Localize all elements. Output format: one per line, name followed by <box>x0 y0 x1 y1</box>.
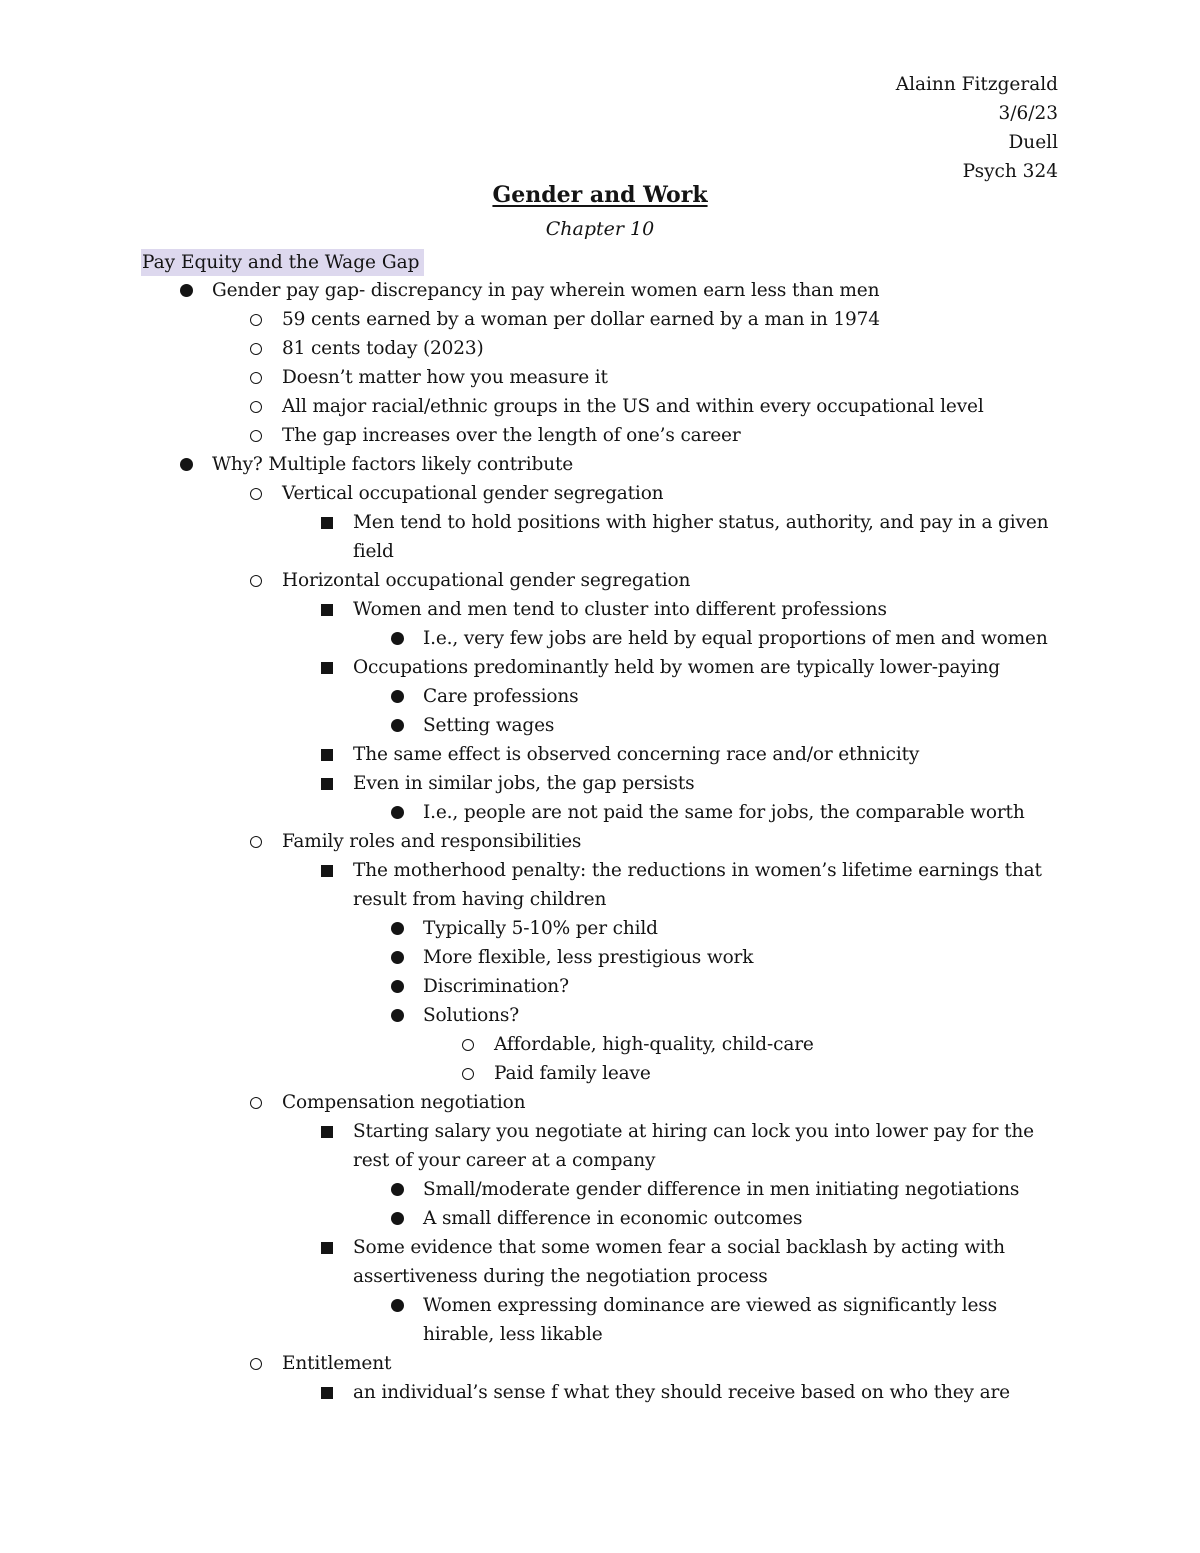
outline-item-level-2 <box>0 363 1200 392</box>
outline-item-level-3 <box>0 856 1200 914</box>
outline-item-level-2 <box>0 827 1200 856</box>
outline-item-text: 81 cents today (2023) <box>282 338 484 359</box>
outline-item-text: Care professions <box>423 686 579 707</box>
hollow-bullet-icon <box>460 1059 476 1089</box>
outline-item-text: Some evidence that some women fear a social backlash by acting with assertiveness during the negotiation process <box>353 1237 1005 1287</box>
outline-item-level-3 <box>0 595 1200 624</box>
outline-item-text: Paid family leave <box>494 1063 651 1084</box>
outline-item-level-2 <box>0 1349 1200 1378</box>
square-bullet-icon <box>319 1378 335 1408</box>
outline-item-text: Family roles and responsibilities <box>282 831 582 852</box>
square-bullet-icon <box>319 856 335 886</box>
outline-item-level-4 <box>0 624 1200 653</box>
outline-item-text: Even in similar jobs, the gap persists <box>353 773 695 794</box>
square-bullet-icon <box>319 1117 335 1147</box>
square-bullet-icon <box>319 769 335 799</box>
hollow-bullet-icon <box>248 421 264 451</box>
outline-item-level-2 <box>0 566 1200 595</box>
outline-item-level-5 <box>0 1059 1200 1088</box>
outline-item-text: The gap increases over the length of one’s career <box>282 425 741 446</box>
filled-bullet-icon <box>389 711 405 741</box>
instructor-name: Duell <box>1008 132 1058 153</box>
section-heading: Pay Equity and the Wage Gap <box>141 249 424 276</box>
filled-bullet-icon <box>389 624 405 654</box>
outline-item-text: I.e., people are not paid the same for jobs, the comparable worth <box>423 802 1025 823</box>
outline-item-level-4 <box>0 943 1200 972</box>
hollow-bullet-icon <box>248 305 264 335</box>
outline-item-text: Doesn’t matter how you measure it <box>282 367 608 388</box>
outline-item-level-3 <box>0 1378 1200 1407</box>
outline-item-level-5 <box>0 1030 1200 1059</box>
outline-item-text: Horizontal occupational gender segregation <box>282 570 691 591</box>
outline-item-text: Women expressing dominance are viewed as significantly less hirable, less likable <box>423 1295 997 1345</box>
outline-item-text: I.e., very few jobs are held by equal proportions of men and women <box>423 628 1048 649</box>
square-bullet-icon <box>319 595 335 625</box>
course-name: Psych 324 <box>962 161 1058 182</box>
outline-item-text: More flexible, less prestigious work <box>423 947 754 968</box>
filled-bullet-icon <box>178 450 194 480</box>
outline-item-level-3 <box>0 1117 1200 1175</box>
document-date: 3/6/23 <box>998 103 1058 124</box>
filled-bullet-icon <box>389 1175 405 1205</box>
outline-item-level-4 <box>0 798 1200 827</box>
outline-item-level-3 <box>0 1233 1200 1291</box>
author-name: Alainn Fitzgerald <box>895 74 1058 95</box>
square-bullet-icon <box>319 508 335 538</box>
square-bullet-icon <box>319 1233 335 1263</box>
outline-item-level-4 <box>0 1291 1200 1349</box>
outline-item-text: Solutions? <box>423 1005 519 1026</box>
filled-bullet-icon <box>389 1204 405 1234</box>
filled-bullet-icon <box>389 1291 405 1321</box>
outline-item-text: All major racial/ethnic groups in the US and within every occupational level <box>282 396 984 417</box>
outline-item-level-3 <box>0 769 1200 798</box>
filled-bullet-icon <box>389 1001 405 1031</box>
square-bullet-icon <box>319 653 335 683</box>
outline-item-text: Gender pay gap- discrepancy in pay wherein women earn less than men <box>212 280 880 301</box>
outline-item-text: Affordable, high-quality, child-care <box>494 1034 814 1055</box>
hollow-bullet-icon <box>248 566 264 596</box>
outline-item-level-4 <box>0 1175 1200 1204</box>
filled-bullet-icon <box>178 276 194 306</box>
outline-item-level-4 <box>0 914 1200 943</box>
filled-bullet-icon <box>389 972 405 1002</box>
document-title: Gender and Work <box>492 182 708 208</box>
outline-item-text: Men tend to hold positions with higher status, authority, and pay in a given field <box>353 512 1049 562</box>
hollow-bullet-icon <box>248 334 264 364</box>
filled-bullet-icon <box>389 914 405 944</box>
hollow-bullet-icon <box>248 363 264 393</box>
square-bullet-icon <box>319 740 335 770</box>
document-subtitle: Chapter 10 <box>545 218 655 240</box>
filled-bullet-icon <box>389 798 405 828</box>
outline-item-level-2 <box>0 334 1200 363</box>
outline-item-text: Small/moderate gender difference in men initiating negotiations <box>423 1179 1020 1200</box>
outline-item-level-1 <box>0 450 1200 479</box>
outline-item-level-4 <box>0 682 1200 711</box>
outline-item-level-3 <box>0 508 1200 566</box>
filled-bullet-icon <box>389 943 405 973</box>
outline-item-level-1 <box>0 276 1200 305</box>
outline-item-text: Setting wages <box>423 715 555 736</box>
outline-item-text: Typically 5-10% per child <box>423 918 658 939</box>
outline-item-level-3 <box>0 653 1200 682</box>
outline-item-level-4 <box>0 1204 1200 1233</box>
outline-item-text: Vertical occupational gender segregation <box>282 483 664 504</box>
hollow-bullet-icon <box>248 1088 264 1118</box>
outline-item-text: Why? Multiple factors likely contribute <box>212 454 574 475</box>
outline-item-level-2 <box>0 305 1200 334</box>
filled-bullet-icon <box>389 682 405 712</box>
outline-item-text: Women and men tend to cluster into different professions <box>353 599 887 620</box>
hollow-bullet-icon <box>248 392 264 422</box>
outline-item-level-2 <box>0 392 1200 421</box>
outline-item-level-2 <box>0 421 1200 450</box>
outline-item-level-4 <box>0 1001 1200 1030</box>
notes-outline <box>0 276 1200 1407</box>
outline-item-text: The same effect is observed concerning race and/or ethnicity <box>353 744 920 765</box>
hollow-bullet-icon <box>248 479 264 509</box>
outline-item-level-4 <box>0 972 1200 1001</box>
outline-item-text: Discrimination? <box>423 976 569 997</box>
outline-item-text: Compensation negotiation <box>282 1092 526 1113</box>
outline-item-text: an individual’s sense f what they should receive based on who they are <box>353 1382 1010 1403</box>
outline-item-text: Entitlement <box>282 1353 392 1374</box>
outline-item-text: The motherhood penalty: the reductions in women’s lifetime earnings that result from having children <box>353 860 1042 910</box>
hollow-bullet-icon <box>248 1349 264 1379</box>
hollow-bullet-icon <box>460 1030 476 1060</box>
hollow-bullet-icon <box>248 827 264 857</box>
outline-item-level-3 <box>0 740 1200 769</box>
outline-item-level-4 <box>0 711 1200 740</box>
outline-item-text: Starting salary you negotiate at hiring can lock you into lower pay for the rest of your career at a company <box>353 1121 1034 1171</box>
outline-item-level-2 <box>0 1088 1200 1117</box>
outline-item-text: Occupations predominantly held by women are typically lower-paying <box>353 657 1000 678</box>
header-block <box>896 70 1058 186</box>
outline-item-text: A small difference in economic outcomes <box>423 1208 803 1229</box>
outline-item-text: 59 cents earned by a woman per dollar earned by a man in 1974 <box>282 309 880 330</box>
outline-item-level-2 <box>0 479 1200 508</box>
